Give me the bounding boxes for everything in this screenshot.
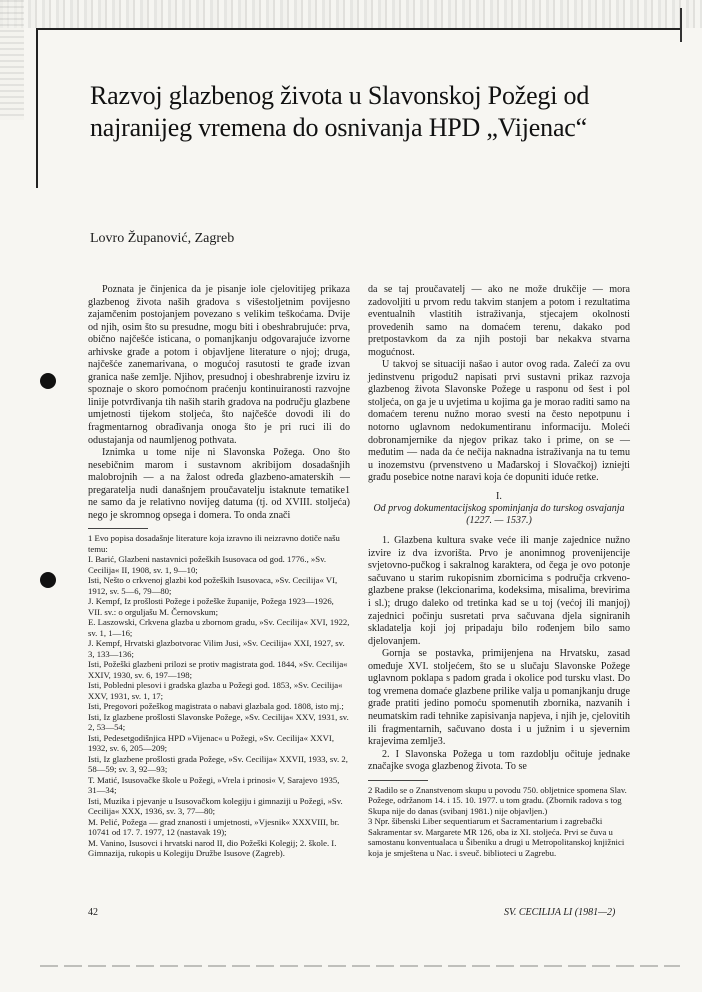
punch-hole-lower <box>40 572 56 588</box>
column-right <box>368 284 630 858</box>
footnotes-right <box>368 785 630 859</box>
frame-right-mark <box>680 8 682 42</box>
punch-hole-upper <box>40 373 56 389</box>
footnote: 2 Radilo se o Znanstvenom skupu u povodu 750. obljetnice spomena Slav. Požege, održanom 14. i 15. 10. 1977. u tom gradu. (Zbornik radova s tog Skupa nije do danas (svibanj 1981.) nije objavljen.) <box>368 784 627 816</box>
paragraph: 1. Glazbena kultura svake veće ili manje zajednice nužno izvire iz dva izvorišta. Prvo je anonimnog provenijencije svjetovno-pučkog i sakralnog karaktera, od čega je ovo potonje sačuvano u starim rukopisnim zbornicima s područja crkveno-glazbene prakse (lekcionarima, kodeksima, misalima, brevirima i sl.); drugo daleko od tretinka kad se u toj (većoj ili manjoj) zajednici počinju susretati prva sačuvana djela signiranih skladatelja koji joj pripadaju bilo rođenjem bilo samo djelovanjem. <box>368 535 630 647</box>
footnote-rule <box>88 528 148 529</box>
paragraph: Poznata je činjenica da je pisanje iole cjelovitijeg prikaza glazbenog života naših gradova s višestoljetnim povijesno zajamčenim postojanjem povezano s velikim teškoćama. Dvije od njih, osim što su presudne, mogu biti i obeshrabrujuće: prva, obično najčešće isticana, o pomanjkanju odgovarajuće izvorne arhivske građe a potom i objavljene literature o njoj; druga, najčešće zanemarivana, o mogućoj rasutosti te građe izvan granica naše zemlje. Njihov, presudnoj i obeshrabrenje izviru iz spoznaje o skoro pomoćnom praćenju kontinuiranosti razvojne linije potvrđivanja tih naših starih gradova na području glazbene umjetnosti tijekom stoljeća, što najčešće dovodi ili do fragmentarnog obrađivanja onoga što je pri ruci ili do odustajanja od naumljenog pothvata. <box>88 284 350 446</box>
page-number: 42 <box>88 907 98 918</box>
footnote: Isti, Iz glazbene prošlosti grada Požege, »Sv. Cecilija« XXVII, 1933, sv. 2, 58—59; sv. 3, 92—93; <box>88 753 348 775</box>
section-subtitle: Od prvog dokumentacijskog spominjanja do turskog osvajanja (1227. — 1537.) <box>373 503 625 527</box>
paragraph: da se taj proučavatelj — ako ne može drukčije — mora zadovoljiti u prvom redu takvim stanjem a potom i rezultatima eventualnih vlastitih istraživanja, stjecajem okolnosti provedenih samo na domaćem terenu, dakako pod pretpostavkom da za njih postoji bar nekakva stvarna mogućnost. <box>368 284 630 358</box>
footnote: 3 Npr. šibenski Liber sequentiarum et Sacramentarium i zagrebački Sakramentar sv. Margarete MR 126, oba iz XI. stoljeća. Prvi se čuva u samostanu konventualaca u Šibeniku a drugi u Metropolitanskoj knjižnici koja je smještena u Nac. i sveuč. biblioteci u Zagrebu. <box>368 816 625 858</box>
footnote: Isti, Nešto o crkvenoj glazbi kod požeških Isusovaca, »Sv. Cecilija« VI, 1912, sv. 5—6, 79—80; <box>88 575 338 596</box>
footnote: E. Laszowski, Crkvena glazba u zbornom gradu, »Sv. Cecilija« XVI, 1922, sv. 1, 1—16; <box>88 617 350 638</box>
footnote: I. Barić, Glazbeni nastavnici požeških Isusovaca od god. 1776., »Sv. Cecilija« II, 1908, sv. 1, 9—10; <box>88 554 327 575</box>
footnote: M. Pelić, Požega — grad znanosti i umjetnosti, »Vjesnik« XXXVIII, br. 10741 od 17. 7. 1977, 12 (nastavak 19); <box>88 816 340 838</box>
column-left <box>88 284 350 859</box>
footnote: Isti, Pedesetgodišnjica HPD »Vijenac« u Požegi, »Sv. Cecilija« XXVI, 1932, sv. 6, 205—209; <box>88 732 334 754</box>
footnote: Isti, Pregovori požeškog magistrata o nabavi glazbala god. 1808, isto mj.; <box>88 701 344 712</box>
journal-running-foot: SV. CECILIJA LI (1981—2) <box>504 907 616 918</box>
footnote: Isti, Muzika i pjevanje u Isusovačkom kolegiju i gimnaziji u Požegi, »Sv. Cecilija« XXX, 1936, sv. 3, 77—80; <box>88 795 343 817</box>
footnote: J. Kempf, Iz prošlosti Požege i požeške županije, Požega 1923—1926, VII. sv.: o orguljašu M. Černovskum; <box>88 596 334 617</box>
footnote: Isti, Iz glazbene prošlosti Slavonske Požege, »Sv. Cecilija« XXV, 1931, sv. 2, 53—54; <box>88 711 349 733</box>
footnote: Isti, Pobledni plesovi i gradska glazba u Požegi god. 1853, »Sv. Cecilija« XXV, 1931, sv. 1, 17; <box>88 680 343 701</box>
footnote: Isti, Požeški glazbeni prilozi se protiv magistrata god. 1844, »Sv. Cecilija« XXIV, 1930, sv. 6, 197—198; <box>88 659 348 680</box>
paragraph: 2. I Slavonska Požega u tom razdoblju očituje jednake značajke svoga glazbenog života. To se <box>368 748 630 773</box>
paragraph: Gornja se postavka, primijenjena na Hrvatsku, zasad omeđuje XVI. stoljećem, što se u slučaju Slavonske Požege uglavnom poklapa s padom grada i okolice pod tursku vlast. Do tog vremena domaće glazbene prilike valja u pomanjkanju druge građe pratiti jedino pomoću spomenutih zbornika, nazvanih i neumatskim radi tehnike zapisivanja napjeva, i njih je, cjelovitih ili fragmentarnih, sačuvano dosta i u južnim i u sjevernim krajevima zemlje3. <box>368 648 630 748</box>
author-line: Lovro Županović, Zagreb <box>90 231 235 246</box>
scan-noise-top <box>0 0 702 28</box>
frame-top-rule <box>36 28 681 30</box>
section-numeral: I. <box>496 490 502 502</box>
footnote-rule <box>368 780 428 781</box>
footnote: J. Kempf, Hrvatski glazbotvorac Vilim Jusi, »Sv. Cecilija« XXI, 1927, sv. 3, 133—136; <box>88 638 345 659</box>
paragraph: U takvoj se situaciji našao i autor ovog rada. Zalećí za ovu jedinstvenu prigodu2 napisati prvi sustavni prikaz razvoja glazbenog života Slavonske Požege u rasponu od šest i pol stoljeća, on ga je u uvjetima u kojima ga je morao raditi samo na domaćem terenu nužno morao svesti na često nepotpunu i notorno uglavnom nedokumentiranu informaciju. Moleći dobronamjernike da njegov prikaz tako i prime, on se — međutim — nada da će nečija naknadna istraživanja na tu temu u inozemstvu (prvenstveno u Mađarskoj i Slovačkoj) izniejti građu posebice notne naravi koja će dopuniti iduće retke. <box>368 359 630 484</box>
footnote: T. Matić, Isusovačke škole u Požegi, »Vrela i prinosi« V, Sarajevo 1935, 31—34; <box>88 774 340 796</box>
paragraph: Iznimka u tome nije ni Slavonska Požega. Ono što nesebičnim marom i sustavnom akribijom dosadašnjih malobrojnih — a na žalost određa glazbeno-amaterskih — pregaratelja nudi današnjem proučavatelju istaknute tematike1 ne samo da je relativno novijeg datuma (tj. od XVIII. stoljeća) nego je skromnog opsega i domera. To onda znači <box>88 447 350 521</box>
frame-left-rule <box>36 28 38 188</box>
footnotes-left <box>88 533 350 859</box>
footnote: M. Vanino, Isusovci i hrvatski narod II, dio Požeški Kolegij; 2. škole. I. Gimnazija, rukopis u Kolegiju Družbe Isusove (Zagreb). <box>88 837 337 859</box>
article-title: Razvoj glazbenog života u Slavonskoj Požegi od najranijeg vremena do osnivanja HPD „Vijenac“ <box>90 81 590 142</box>
scan-noise-bottom <box>40 965 680 967</box>
footnote: 1 Evo popisa dosadašnje literature koja izravno ili neizravno dotiče našu temu: <box>88 533 340 554</box>
scan-noise-left <box>0 0 24 120</box>
